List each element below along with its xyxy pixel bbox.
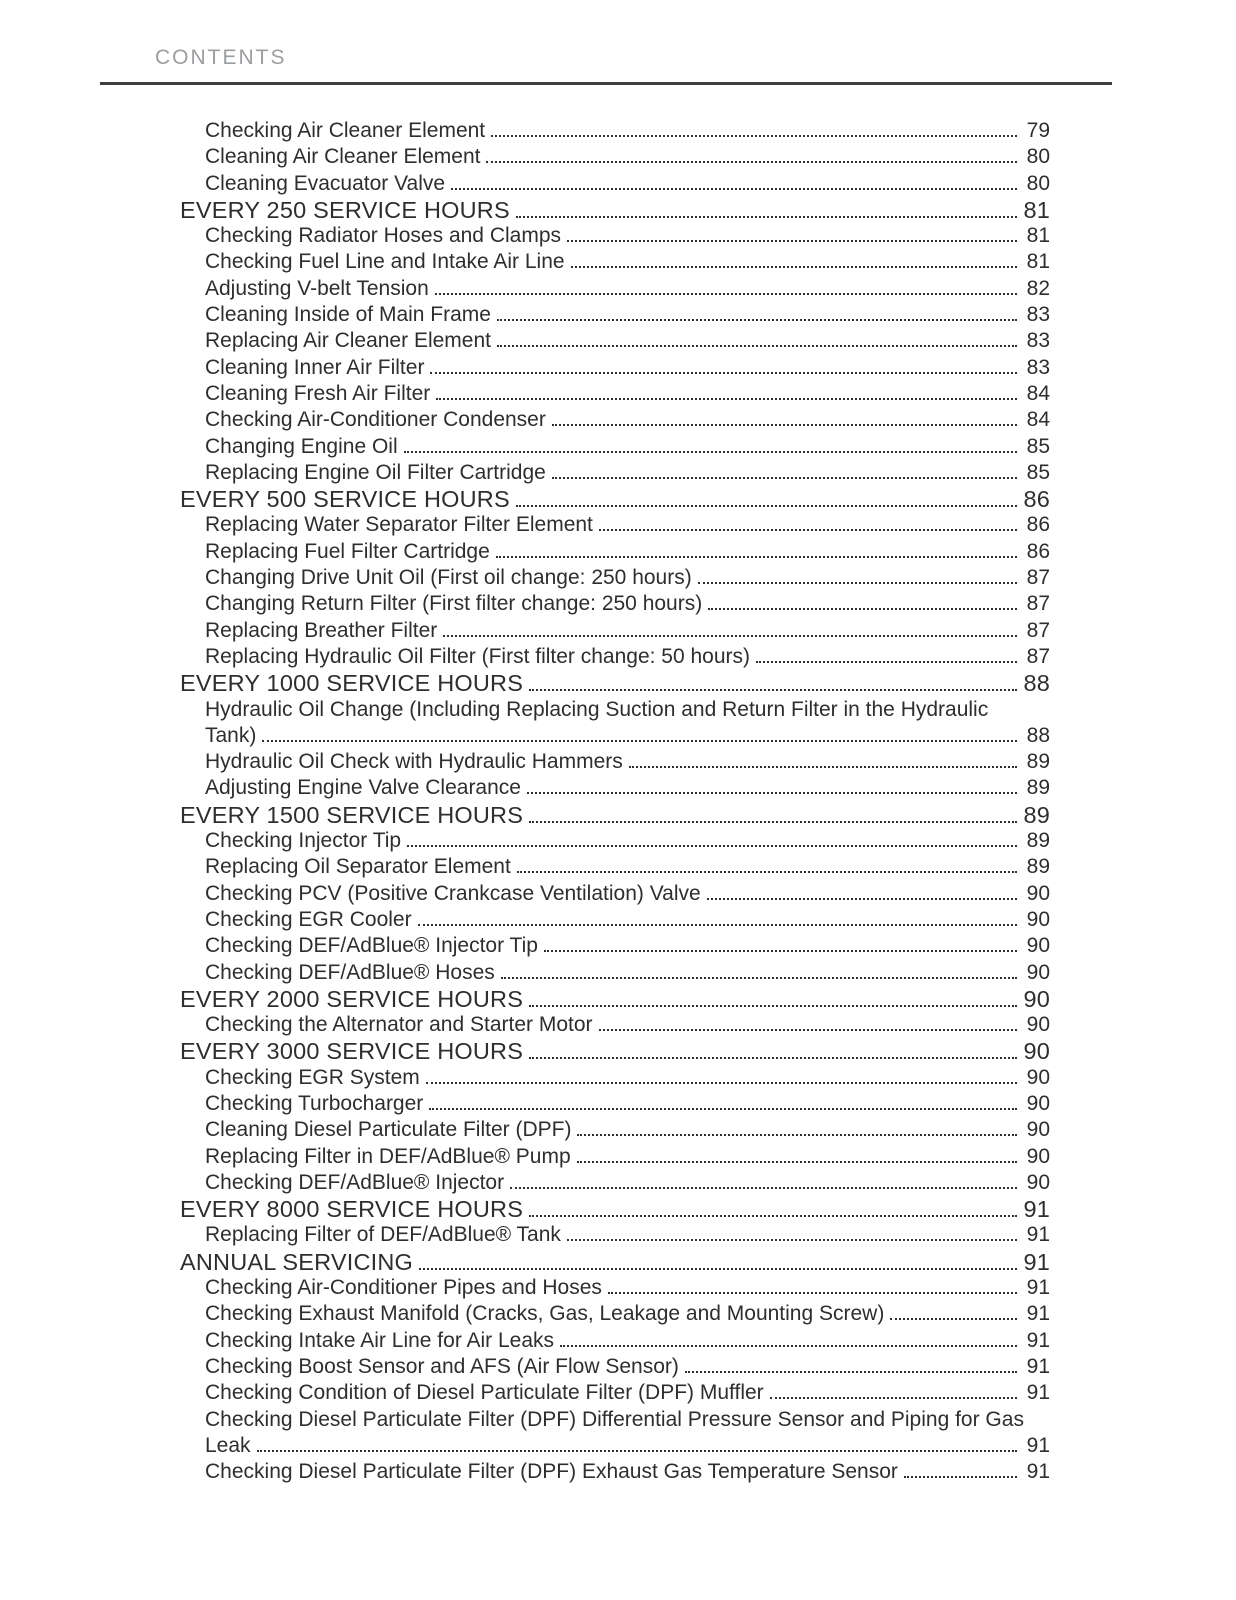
toc-entry bbox=[180, 1354, 1050, 1380]
toc-entry bbox=[180, 644, 1050, 670]
toc-entry-title: Replacing Filter of DEF/AdBlue® Tank bbox=[205, 1223, 561, 1247]
toc-entry-title: Checking EGR System bbox=[205, 1065, 420, 1089]
toc-entry-title: Checking Exhaust Manifold (Cracks, Gas, Leakage and Mounting Screw) bbox=[205, 1302, 885, 1326]
toc-entry-page: 90 bbox=[1026, 881, 1050, 905]
toc-entry-page: 90 bbox=[1026, 1065, 1050, 1089]
dot-leader bbox=[529, 1215, 1017, 1217]
dot-leader bbox=[501, 977, 1017, 979]
dot-leader bbox=[407, 845, 1017, 847]
toc-entry-page: 83 bbox=[1026, 355, 1050, 379]
toc-entry-page: 83 bbox=[1026, 303, 1050, 327]
dot-leader bbox=[552, 424, 1017, 426]
toc-entry bbox=[180, 1459, 1050, 1485]
toc-entry-page: 81 bbox=[1026, 224, 1050, 248]
toc-entry bbox=[180, 1222, 1050, 1248]
toc-entry-title: Checking DEF/AdBlue® Hoses bbox=[205, 960, 495, 984]
toc-entry-title: Leak bbox=[205, 1433, 251, 1457]
toc-entry-title: Adjusting V-belt Tension bbox=[205, 276, 429, 300]
dot-leader bbox=[599, 529, 1017, 531]
toc-entry bbox=[180, 1249, 1050, 1275]
toc-entry-page: 86 bbox=[1023, 486, 1050, 513]
dot-leader bbox=[577, 1161, 1017, 1163]
toc-entry-title: Replacing Fuel Filter Cartridge bbox=[205, 539, 490, 563]
toc-entry-title: Checking Diesel Particulate Filter (DPF) Differential Pressure Sensor and Piping for Gas bbox=[205, 1407, 1024, 1431]
toc-entry-page: 87 bbox=[1026, 644, 1050, 668]
dot-leader bbox=[571, 266, 1017, 268]
toc-entry-title: Checking the Alternator and Starter Motor bbox=[205, 1013, 593, 1037]
toc-entry bbox=[180, 1012, 1050, 1038]
toc-entry bbox=[180, 1065, 1050, 1091]
toc-entry-title: Cleaning Fresh Air Filter bbox=[205, 381, 431, 405]
toc-entry-title: Cleaning Air Cleaner Element bbox=[205, 145, 481, 169]
toc-entry-page: 85 bbox=[1026, 460, 1050, 484]
toc-entry-page: 88 bbox=[1026, 723, 1050, 747]
toc-entry-title: Replacing Oil Separator Element bbox=[205, 855, 511, 879]
toc-entry bbox=[180, 775, 1050, 801]
dot-leader bbox=[430, 372, 1017, 374]
dot-leader bbox=[698, 582, 1017, 584]
dot-leader bbox=[516, 505, 1017, 507]
toc-entry-title: Replacing Breather Filter bbox=[205, 618, 438, 642]
toc-entry-title: Checking Air-Conditioner Pipes and Hoses bbox=[205, 1276, 602, 1300]
dot-leader bbox=[708, 608, 1017, 610]
toc-entry-page: 87 bbox=[1026, 618, 1050, 642]
toc-entry bbox=[180, 460, 1050, 486]
dot-leader bbox=[419, 1268, 1017, 1270]
toc-list bbox=[180, 118, 1050, 1485]
dot-leader bbox=[491, 135, 1017, 137]
toc-entry bbox=[180, 1328, 1050, 1354]
dot-leader bbox=[262, 740, 1017, 742]
toc-entry-title: Checking Turbocharger bbox=[205, 1091, 424, 1115]
toc-entry bbox=[180, 223, 1050, 249]
toc-entry-title: Checking EGR Cooler bbox=[205, 907, 412, 931]
toc-entry bbox=[180, 1275, 1050, 1301]
toc-entry bbox=[180, 512, 1050, 538]
toc-entry bbox=[180, 854, 1050, 880]
dot-leader bbox=[567, 1239, 1017, 1241]
toc-entry-title: Cleaning Inside of Main Frame bbox=[205, 303, 491, 327]
toc-entry-page: 80 bbox=[1026, 145, 1050, 169]
dot-leader bbox=[443, 635, 1017, 637]
toc-entry-page: 91 bbox=[1026, 1354, 1050, 1378]
dot-leader bbox=[516, 216, 1017, 218]
toc-entry-title: EVERY 3000 SERVICE HOURS bbox=[180, 1038, 524, 1065]
toc-entry-title: Checking Injector Tip bbox=[205, 829, 402, 853]
toc-entry-title: Replacing Air Cleaner Element bbox=[205, 329, 491, 353]
toc-entry-page: 90 bbox=[1026, 960, 1050, 984]
toc-entry-page: 91 bbox=[1026, 1460, 1050, 1484]
dot-leader bbox=[517, 871, 1017, 873]
toc-entry-page: 87 bbox=[1026, 592, 1050, 616]
toc-entry bbox=[180, 328, 1050, 354]
toc-entry-title: Hydraulic Oil Check with Hydraulic Hammers bbox=[205, 750, 623, 774]
toc-entry-page: 89 bbox=[1026, 750, 1050, 774]
toc-entry-page: 91 bbox=[1026, 1302, 1050, 1326]
toc-entry-page: 91 bbox=[1026, 1276, 1050, 1300]
toc-entry bbox=[180, 302, 1050, 328]
page-title: CONTENTS bbox=[155, 46, 287, 69]
toc-entry-title: ANNUAL SERVICING bbox=[180, 1248, 414, 1275]
toc-entry-page: 86 bbox=[1026, 539, 1050, 563]
toc-entry-title: Replacing Engine Oil Filter Cartridge bbox=[205, 460, 546, 484]
dot-leader bbox=[567, 240, 1017, 242]
toc-entry-title: Cleaning Inner Air Filter bbox=[205, 355, 425, 379]
toc-entry-page: 82 bbox=[1026, 276, 1050, 300]
toc-entry-title: Replacing Water Separator Filter Element bbox=[205, 513, 593, 537]
dot-leader bbox=[527, 792, 1017, 794]
toc-entry bbox=[180, 1196, 1050, 1222]
dot-leader bbox=[544, 950, 1017, 952]
toc-entry-page: 85 bbox=[1026, 434, 1050, 458]
toc-entry-title: Checking Radiator Hoses and Clamps bbox=[205, 224, 562, 248]
toc-entry-page: 89 bbox=[1026, 829, 1050, 853]
dot-leader bbox=[529, 1005, 1017, 1007]
toc-entry bbox=[180, 171, 1050, 197]
dot-leader bbox=[529, 689, 1017, 691]
toc-entry-title: Checking Intake Air Line for Air Leaks bbox=[205, 1328, 555, 1352]
dot-leader bbox=[257, 1450, 1017, 1452]
toc-entry bbox=[180, 276, 1050, 302]
toc-entry bbox=[180, 197, 1050, 223]
toc-entry bbox=[180, 1380, 1050, 1406]
dot-leader bbox=[429, 1108, 1017, 1110]
dot-leader bbox=[756, 661, 1017, 663]
toc-entry bbox=[180, 933, 1050, 959]
toc-entry bbox=[180, 670, 1050, 696]
toc-entry-page: 90 bbox=[1026, 907, 1050, 931]
dot-leader bbox=[418, 924, 1017, 926]
toc-entry bbox=[180, 539, 1050, 565]
toc-entry-page: 90 bbox=[1026, 1118, 1050, 1142]
toc-entry-title: EVERY 250 SERVICE HOURS bbox=[180, 196, 510, 223]
toc-entry-page: 90 bbox=[1026, 934, 1050, 958]
toc-entry-page: 91 bbox=[1026, 1328, 1050, 1352]
toc-entry-page: 90 bbox=[1026, 1170, 1050, 1194]
toc-entry-title: Adjusting Engine Valve Clearance bbox=[205, 776, 521, 800]
toc-entry-page: 79 bbox=[1026, 119, 1050, 142]
toc-entry-title: Checking DEF/AdBlue® Injector bbox=[205, 1170, 505, 1194]
toc-entry bbox=[180, 986, 1050, 1012]
toc-entry-page: 90 bbox=[1026, 1013, 1050, 1037]
dot-leader bbox=[685, 1371, 1017, 1373]
toc-entry-title: EVERY 1500 SERVICE HOURS bbox=[180, 801, 524, 828]
toc-entry-title: Checking Diesel Particulate Filter (DPF) Exhaust Gas Temperature Sensor bbox=[205, 1460, 898, 1484]
dot-leader bbox=[404, 451, 1017, 453]
toc-entry bbox=[180, 907, 1050, 933]
toc-entry-page: 80 bbox=[1026, 171, 1050, 195]
toc-entry-title: Changing Return Filter (First filter change: 250 hours) bbox=[205, 592, 703, 616]
toc-entry-page: 84 bbox=[1026, 408, 1050, 432]
toc-entry bbox=[180, 118, 1050, 144]
toc-entry-page: 81 bbox=[1023, 196, 1050, 223]
toc-entry bbox=[180, 1117, 1050, 1143]
toc-entry-title: Replacing Hydraulic Oil Filter (First filter change: 50 hours) bbox=[205, 644, 751, 668]
dot-leader bbox=[608, 1292, 1017, 1294]
dot-leader bbox=[529, 821, 1017, 823]
dot-leader bbox=[560, 1345, 1017, 1347]
toc-entry-page: 91 bbox=[1026, 1223, 1050, 1247]
dot-leader bbox=[435, 293, 1017, 295]
toc-entry-title: Checking Boost Sensor and AFS (Air Flow Sensor) bbox=[205, 1354, 679, 1378]
toc-entry-page: 90 bbox=[1026, 1091, 1050, 1115]
toc-entry bbox=[180, 381, 1050, 407]
toc-entry-title: Changing Engine Oil bbox=[205, 434, 398, 458]
toc-entry-title: Cleaning Evacuator Valve bbox=[205, 171, 446, 195]
toc-entry-title: Changing Drive Unit Oil (First oil change: 250 hours) bbox=[205, 566, 692, 590]
dot-leader bbox=[552, 477, 1017, 479]
toc-entry bbox=[180, 249, 1050, 275]
dot-leader bbox=[497, 319, 1017, 321]
toc-entry-title: EVERY 2000 SERVICE HOURS bbox=[180, 985, 524, 1012]
dot-leader bbox=[496, 556, 1017, 558]
toc-entry bbox=[180, 881, 1050, 907]
toc-entry-title: EVERY 1000 SERVICE HOURS bbox=[180, 670, 524, 697]
toc-entry bbox=[180, 1170, 1050, 1196]
dot-leader bbox=[577, 1134, 1017, 1136]
dot-leader bbox=[599, 1029, 1017, 1031]
toc-entry-title: Checking DEF/AdBlue® Injector Tip bbox=[205, 934, 538, 958]
toc-entry-page: 89 bbox=[1026, 776, 1050, 800]
toc-entry bbox=[180, 591, 1050, 617]
toc-entry-title: EVERY 8000 SERVICE HOURS bbox=[180, 1196, 524, 1223]
toc-entry bbox=[180, 618, 1050, 644]
toc-entry bbox=[180, 1407, 1050, 1460]
toc-entry bbox=[180, 1144, 1050, 1170]
toc-entry bbox=[180, 960, 1050, 986]
toc-entry-title: Checking Air-Conditioner Condenser bbox=[205, 408, 546, 432]
toc-entry-page: 91 bbox=[1026, 1433, 1050, 1457]
dot-leader bbox=[497, 345, 1017, 347]
toc-entry bbox=[180, 1301, 1050, 1327]
toc-entry-page: 88 bbox=[1023, 670, 1050, 697]
toc-entry-page: 91 bbox=[1026, 1381, 1050, 1405]
dot-leader bbox=[426, 1082, 1017, 1084]
toc-entry-page: 90 bbox=[1023, 1038, 1050, 1065]
toc-entry-page: 89 bbox=[1023, 801, 1050, 828]
toc-entry-title: Checking Fuel Line and Intake Air Line bbox=[205, 250, 565, 274]
toc-entry bbox=[180, 749, 1050, 775]
toc-entry-page: 86 bbox=[1026, 513, 1050, 537]
dot-leader bbox=[890, 1318, 1017, 1320]
toc-entry-title: Checking Air Cleaner Element bbox=[205, 119, 486, 142]
toc-entry-page: 91 bbox=[1023, 1248, 1050, 1275]
dot-leader bbox=[529, 1057, 1017, 1059]
toc-entry bbox=[180, 802, 1050, 828]
dot-leader bbox=[510, 1187, 1017, 1189]
toc-entry-page: 87 bbox=[1026, 566, 1050, 590]
toc-entry bbox=[180, 565, 1050, 591]
dot-leader bbox=[436, 398, 1017, 400]
toc-entry bbox=[180, 697, 1050, 750]
toc-entry-title: Cleaning Diesel Particulate Filter (DPF) bbox=[205, 1118, 572, 1142]
toc-entry-title: Replacing Filter in DEF/AdBlue® Pump bbox=[205, 1144, 571, 1168]
dot-leader bbox=[451, 188, 1017, 190]
dot-leader bbox=[904, 1476, 1017, 1478]
toc-entry-title: Tank) bbox=[205, 723, 257, 747]
toc-entry-page: 90 bbox=[1026, 1144, 1050, 1168]
toc-entry-title: EVERY 500 SERVICE HOURS bbox=[180, 486, 510, 513]
toc-entry-title: Hydraulic Oil Change (Including Replacing Suction and Return Filter in the Hydraulic bbox=[205, 697, 989, 721]
toc-entry bbox=[180, 1038, 1050, 1064]
toc-entry bbox=[180, 355, 1050, 381]
toc-entry-page: 84 bbox=[1026, 381, 1050, 405]
dot-leader bbox=[707, 898, 1017, 900]
toc-entry bbox=[180, 828, 1050, 854]
toc-entry bbox=[180, 144, 1050, 170]
toc-entry-page: 83 bbox=[1026, 329, 1050, 353]
toc-entry-page: 81 bbox=[1026, 250, 1050, 274]
toc-entry-page: 91 bbox=[1023, 1196, 1050, 1223]
toc-entry bbox=[180, 486, 1050, 512]
header-divider bbox=[100, 82, 1112, 85]
dot-leader bbox=[629, 766, 1017, 768]
dot-leader bbox=[770, 1397, 1017, 1399]
toc-entry bbox=[180, 1091, 1050, 1117]
toc-entry-title: Checking PCV (Positive Crankcase Ventilation) Valve bbox=[205, 881, 701, 905]
dot-leader bbox=[486, 161, 1017, 163]
toc-entry-page: 89 bbox=[1026, 855, 1050, 879]
toc-entry-title: Checking Condition of Diesel Particulate Filter (DPF) Muffler bbox=[205, 1381, 764, 1405]
toc-entry-page: 90 bbox=[1023, 985, 1050, 1012]
toc-entry bbox=[180, 407, 1050, 433]
toc-entry bbox=[180, 434, 1050, 460]
